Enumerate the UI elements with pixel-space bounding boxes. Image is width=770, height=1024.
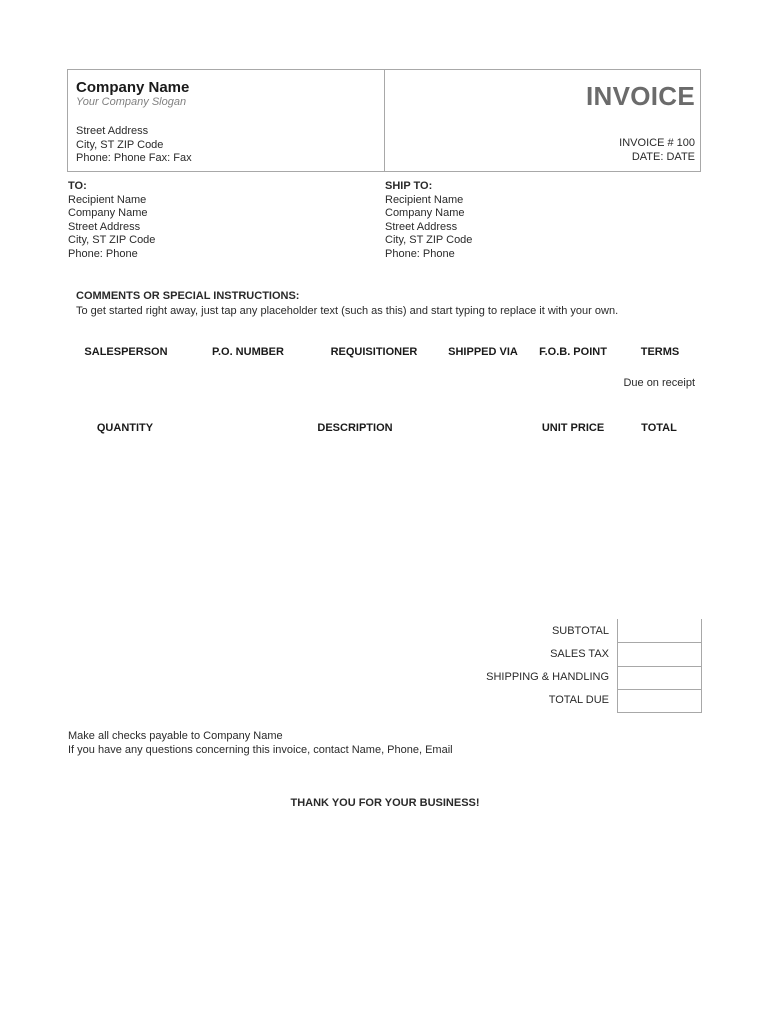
- col-unit-price: UNIT PRICE: [541, 422, 605, 434]
- questions-line: If you have any questions concerning this invoice, contact Name, Phone, Email: [68, 744, 453, 756]
- company-street: Street Address: [76, 125, 149, 137]
- comments-label: COMMENTS OR SPECIAL INSTRUCTIONS:: [76, 290, 300, 302]
- total-due-label: TOTAL DUE: [548, 694, 609, 706]
- company-address: [76, 125, 192, 166]
- header-divider: [384, 69, 385, 172]
- col-quantity: QUANTITY: [96, 422, 154, 434]
- company-slogan: Your Company Slogan: [76, 96, 187, 108]
- col-terms: TERMS: [640, 346, 680, 358]
- shipping-handling-label: SHIPPING & HANDLING: [486, 671, 609, 683]
- company-phone: Phone: Phone Fax: Fax: [76, 152, 192, 164]
- ship-to-block: [385, 180, 472, 261]
- bill-to-street: Street Address: [68, 220, 141, 233]
- bill-to-recipient: Recipient Name: [68, 193, 147, 206]
- company-city: City, ST ZIP Code: [76, 138, 164, 151]
- col-fob-point: F.O.B. POINT: [539, 346, 607, 358]
- bill-to-label: TO:: [68, 180, 87, 192]
- ship-to-company: Company Name: [385, 207, 465, 219]
- thank-you-message: THANK YOU FOR YOUR BUSINESS!: [290, 797, 480, 809]
- col-po-number: P.O. NUMBER: [212, 346, 284, 358]
- bill-to-block: [68, 180, 155, 261]
- company-name: Company Name: [76, 79, 190, 96]
- subtotal-label: SUBTOTAL: [551, 625, 609, 637]
- ship-to-city: City, ST ZIP Code: [385, 234, 473, 246]
- invoice-meta: [619, 137, 695, 164]
- comments-text: To get started right away, just tap any placeholder text (such as this) and start typing to replace it with your own.: [76, 305, 619, 317]
- shipping-value-cell[interactable]: [618, 667, 701, 689]
- ship-to-recipient: Recipient Name: [385, 193, 464, 206]
- subtotal-value-cell[interactable]: [618, 620, 701, 642]
- total-due-value-cell[interactable]: [618, 690, 701, 712]
- bill-to-city: City, ST ZIP Code: [68, 234, 156, 246]
- col-shipped-via: SHIPPED VIA: [448, 346, 518, 358]
- ship-to-label: SHIP TO:: [385, 180, 433, 192]
- checks-payable-line: Make all checks payable to Company Name: [68, 730, 283, 742]
- col-salesperson: SALESPERSON: [84, 346, 168, 358]
- bill-to-company: Company Name: [68, 207, 148, 219]
- invoice-date: DATE: DATE: [631, 150, 695, 163]
- ship-to-street: Street Address: [385, 220, 458, 233]
- terms-value: Due on receipt: [623, 377, 695, 389]
- ship-to-phone: Phone: Phone: [385, 247, 455, 260]
- col-requisitioner: REQUISITIONER: [330, 346, 418, 358]
- col-total: TOTAL: [641, 422, 677, 434]
- sales-tax-label: SALES TAX: [550, 648, 609, 660]
- invoice-title: INVOICE: [585, 81, 695, 111]
- invoice-number: INVOICE # 100: [619, 137, 695, 149]
- sales-tax-value-cell[interactable]: [618, 643, 701, 666]
- col-description: DESCRIPTION: [317, 422, 393, 434]
- bill-to-phone: Phone: Phone: [68, 247, 138, 260]
